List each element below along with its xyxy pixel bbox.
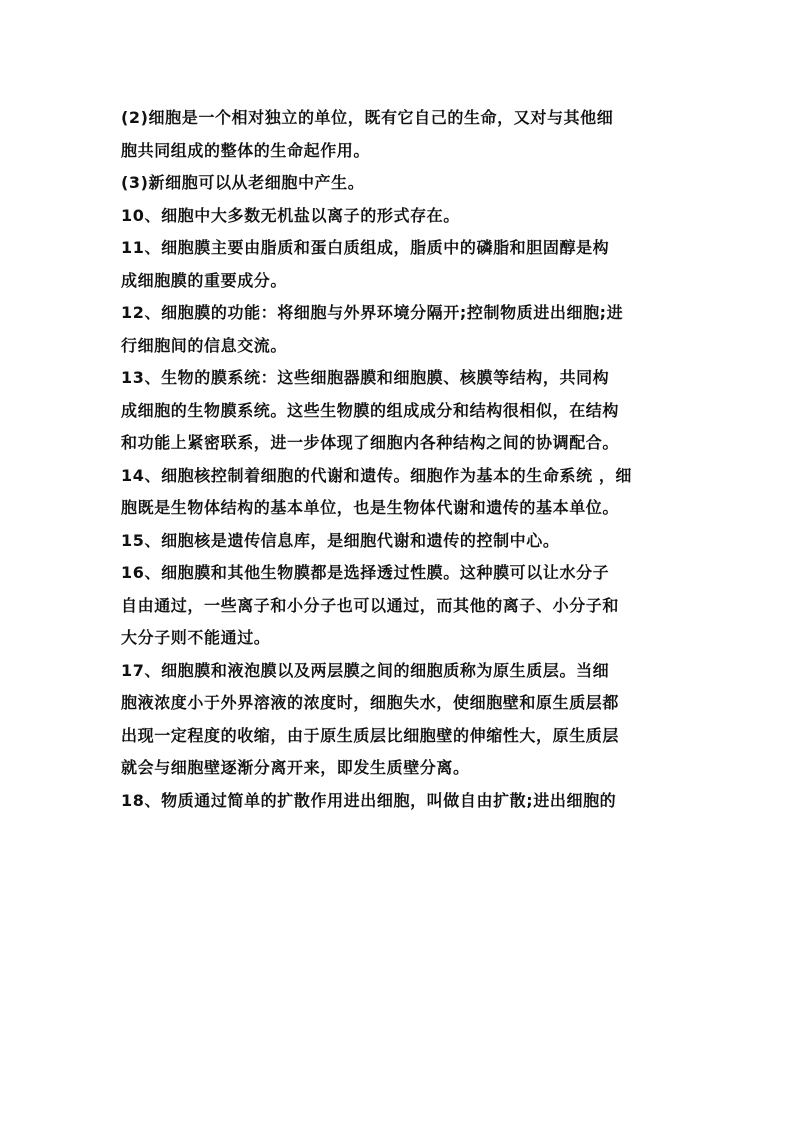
text-line: 和功能上紧密联系，进一步体现了细胞内各种结构之间的协调配合。: [121, 433, 620, 452]
text-line: 胞既是生物体结构的基本单位，也是生物体代谢和遗传的基本单位。: [121, 498, 620, 517]
text-line: (3)新细胞可以从老细胞中产生。: [121, 173, 365, 192]
text-line: 18、物质通过简单的扩散作用进出细胞，叫做自由扩散;进出细胞的: [121, 790, 617, 810]
text-line: 胞液浓度小于外界溶液的浓度时，细胞失水，使细胞壁和原生质层都: [121, 693, 620, 712]
text-line: 出现一定程度的收缩，由于原生质层比细胞壁的伸缩性大，原生质层: [121, 725, 620, 745]
text-line: 行细胞间的信息交流。: [121, 335, 288, 355]
document-body: [121, 102, 681, 817]
text-line: 17、细胞膜和液泡膜以及两层膜之间的细胞质称为原生质层。当细: [121, 660, 610, 680]
text-line: 11、细胞膜主要由脂质和蛋白质组成，脂质中的磷脂和胆固醇是构: [121, 238, 610, 257]
text-line: 胞共同组成的整体的生命起作用。: [121, 140, 371, 160]
text-line: 成细胞的生物膜系统。这些生物膜的组成成分和结构很相似，在结构: [121, 400, 620, 420]
text-line: 自由通过，一些离子和小分子也可以通过，而其他的离子、小分子和: [121, 595, 620, 615]
text-line: 就会与细胞壁逐渐分离开来，即发生质壁分离。: [121, 758, 470, 777]
text-line: 10、细胞中大多数无机盐以离子的形式存在。: [121, 205, 460, 225]
text-line: 12、细胞膜的功能：将细胞与外界环境分隔开;控制物质进出细胞;进: [121, 303, 624, 322]
text-line: (2)细胞是一个相对独立的单位，既有它自己的生命，又对与其他细: [121, 108, 614, 127]
text-line: 13、生物的膜系统：这些细胞器膜和细胞膜、核膜等结构，共同构: [121, 368, 610, 387]
text-line: 14、细胞核控制着细胞的代谢和遗传。细胞作为基本的生命系统 ，细: [121, 465, 633, 485]
text-line: 大分子则不能通过。: [121, 628, 271, 647]
text-line: 16、细胞膜和其他生物膜都是选择透过性膜。这种膜可以让水分子: [121, 563, 610, 582]
text-line: 15、细胞核是遗传信息库，是细胞代谢和遗传的控制中心。: [121, 530, 560, 550]
text-line: 成细胞膜的重要成分。: [121, 270, 288, 290]
